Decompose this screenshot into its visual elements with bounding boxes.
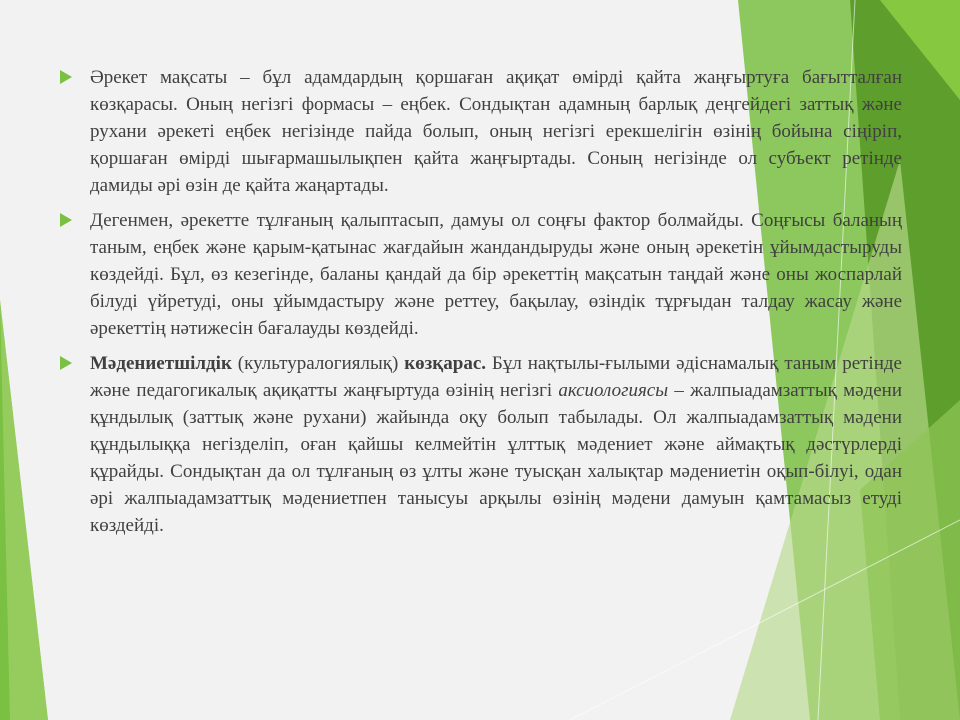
text-segment: Бұл нақтылы-ғылыми әдіснамалық таным ретінде және педагогикалық ақиқатты жаңғыртуда өзінің негізгі <box>90 353 902 401</box>
bullet-item-3 <box>60 350 902 539</box>
paragraph-3 <box>90 350 902 539</box>
bold-term: көзқарас. <box>404 353 486 374</box>
triangle-bullet-icon <box>60 70 72 84</box>
triangle-bullet-icon <box>60 213 72 227</box>
paragraph-1: Әрекет мақсаты – бұл адамдардың қоршаған ақиқат өмірді қайта жаңғыртуға бағытталған көзқарасы. Оның негізгі формасы – еңбек. Сондықтан адамның барлық деңгейдегі заттық және рухани әрекеті еңбек негізінде пайда болып, оның негізгі ерекшелігін өзінің бойына сіңіріп, қоршаған өмірді шығармашылықпен қайта жаңғыртады. Соның негізінде ол субъект ретінде дамиды әрі өзін де қайта жаңартады. <box>90 67 902 196</box>
bold-term: Мәдениетшілдік <box>90 353 232 374</box>
text-segment: (культуралогиялық) <box>231 353 405 374</box>
triangle-bullet-icon <box>60 356 72 370</box>
bullet-item-2 <box>60 207 902 342</box>
italic-term: аксиологиясы <box>558 380 669 401</box>
text-segment: – жалпыадамзаттық мәдени құндылық (заттық және рухани) жайында оқу болып табылады. Ол жалпыадамзаттық мәдени құндылыққа негізделіп, оған қайшы келмейтін ұлттық мәдениет және аймақтық дәстүрлерді құрайды. Сондықтан да ол тұлғаның өз ұлты және туысқан халықтар мәдениетін оқып-білуі, одан әрі жалпыадамзаттық мәдениетпен танысуы арқылы өзінің мәдени дамуын қамтамасыз етуді көздейді. <box>90 380 902 536</box>
content-area <box>60 64 902 547</box>
paragraph-2: Дегенмен, әрекетте тұлғаның қалыптасып, дамуы ол соңғы фактор болмайды. Соңғысы баланың таным, еңбек және қарым-қатынас жағдайын жандандыруды және оның әрекетін ұйымдастыруды көздейді. Бұл, өз кезегінде, баланы қандай да бір әрекеттің мақсатын таңдай және оны жоспарлай білуді үйретуді, оны ұйымдастыру және реттеу, бақылау, өзіндік тұрғыдан талдау жасау және әрекеттің нәтижесін бағалауды көздейді. <box>90 210 902 339</box>
bullet-item-1 <box>60 64 902 199</box>
